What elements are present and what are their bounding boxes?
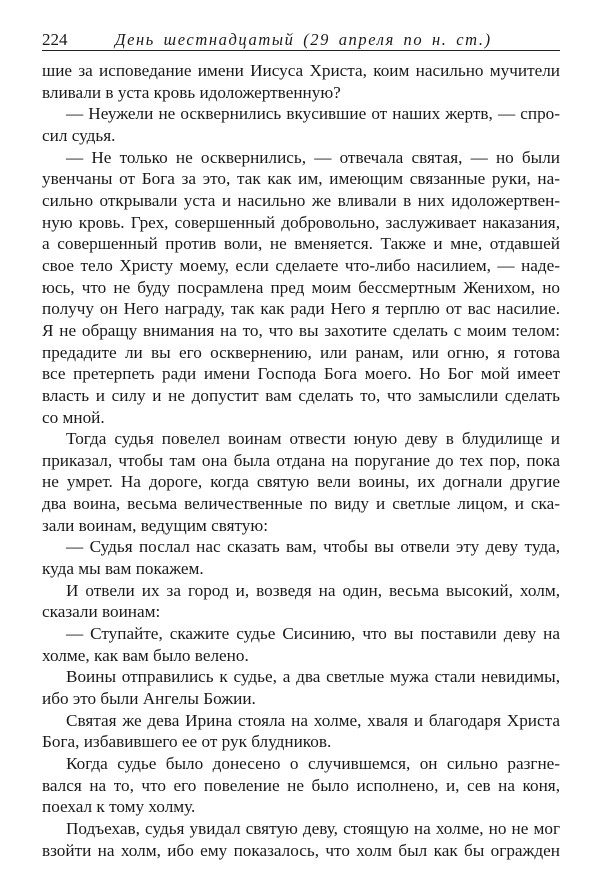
text-line: со мной. xyxy=(42,407,105,427)
text-line: И отвели их за город и, возведя на один, весьма высокий, холм, xyxy=(66,580,560,600)
text-line: два воина, весьма величественные по виду и светлые лицом, и ска- xyxy=(42,494,560,514)
text-line: предадите ли вы его осквернению, или ранам, или огню, я готова xyxy=(42,342,560,362)
text-line: ную кровь. Грех, совершенный добровольно, заслуживает наказания, xyxy=(42,212,560,232)
text-line: приказал, чтобы там она была отдана на поругание до тех пор, пока xyxy=(42,450,560,470)
text-line: а совершенный против воли, не вменяется. Также и мне, отдавшей xyxy=(42,234,560,254)
paragraph xyxy=(42,710,560,753)
text-line: — Неужели не осквернились вкусившие от наших жертв, — спро- xyxy=(66,104,560,124)
text-line: увенчаны от Бога за это, так как им, имеющим связанные руки, на- xyxy=(42,169,560,189)
text-line: Когда судье было донесено о случившемся, он сильно разгне- xyxy=(66,754,560,773)
paragraph xyxy=(42,818,560,861)
page-body-text xyxy=(42,60,560,861)
text-line: Святая же дева Ирина стояла на холме, хваля и благодаря Христа xyxy=(66,710,560,730)
text-line: сил судья. xyxy=(42,125,116,145)
running-title: День шестнадцатый (29 апреля по н. ст.) xyxy=(115,30,492,49)
text-line: власть и силу и не допустит вам сделать то, что замыслили сделать xyxy=(42,385,560,405)
text-line: сильно открывали уста и насильно же вливали в них идоложертвен- xyxy=(42,190,560,210)
text-line: куда мы вам покажем. xyxy=(42,559,204,579)
text-line: Подъехав, судья увидал святую деву, стоящую на холме, но не мог xyxy=(66,818,560,838)
text-line: шие за исповедание имени Иисуса Христа, коим насильно мучители xyxy=(42,61,560,80)
paragraph xyxy=(42,580,560,623)
paragraph xyxy=(42,103,560,146)
text-line: — Ступайте, скажите судье Сисинию, что вы поставили деву на xyxy=(66,624,560,644)
text-line: зали воинам, ведущим святую: xyxy=(42,515,269,535)
text-line: свое тело Христу моему, если сделаете что-либо насилием, — наде- xyxy=(42,255,560,275)
text-line: холме, как вам было велено. xyxy=(42,645,249,665)
text-line: взойти на холм, ибо ему показалось, что холм был как бы огражден xyxy=(42,840,560,860)
text-line: ибо это были Ангелы Божии. xyxy=(42,689,256,709)
text-line: юсь, что не буду посрамлена пред моим бессмертным Женихом, но xyxy=(42,277,560,297)
text-line: Я не обращу внимания на то, что вы захотите сделать с моим телом: xyxy=(42,320,560,340)
text-line: вался на то, что его повеление не было исполнено, и, сев на коня, xyxy=(42,775,560,795)
paragraph xyxy=(42,147,560,429)
text-line: Тогда судья повелел воинам отвести юную деву в блудилище и xyxy=(66,429,560,449)
paragraph xyxy=(42,623,560,666)
text-line: сказали воинам: xyxy=(42,602,161,622)
text-line: не умрет. На дороге, когда святую вели воины, их догнали другие xyxy=(42,472,560,492)
text-line: Бога, избавившего ее от рук блудников. xyxy=(42,732,332,752)
text-line: Воины отправились к судье, а два светлые мужа стали невидимы, xyxy=(66,667,560,687)
text-line: поехал к тому холму. xyxy=(42,797,196,817)
paragraph xyxy=(42,428,560,536)
paragraph xyxy=(42,60,560,103)
text-line: — Не только не осквернились, — отвечала святая, — но были xyxy=(66,147,560,167)
text-line: получу он Него награду, так как ради Него я терплю от вас насилие. xyxy=(42,299,560,319)
text-line: — Судья послал нас сказать вам, чтобы вы отвели эту деву туда, xyxy=(66,537,560,557)
paragraph xyxy=(42,666,560,709)
running-header xyxy=(42,28,560,51)
paragraph xyxy=(42,536,560,579)
page-number: 224 xyxy=(42,30,68,49)
text-line: все претерпеть ради имени Господа Бога моего. Но Бог мой имеет xyxy=(42,364,560,384)
paragraph xyxy=(42,753,560,818)
text-line: вливали в уста кровь идоложертвенную? xyxy=(42,82,341,102)
